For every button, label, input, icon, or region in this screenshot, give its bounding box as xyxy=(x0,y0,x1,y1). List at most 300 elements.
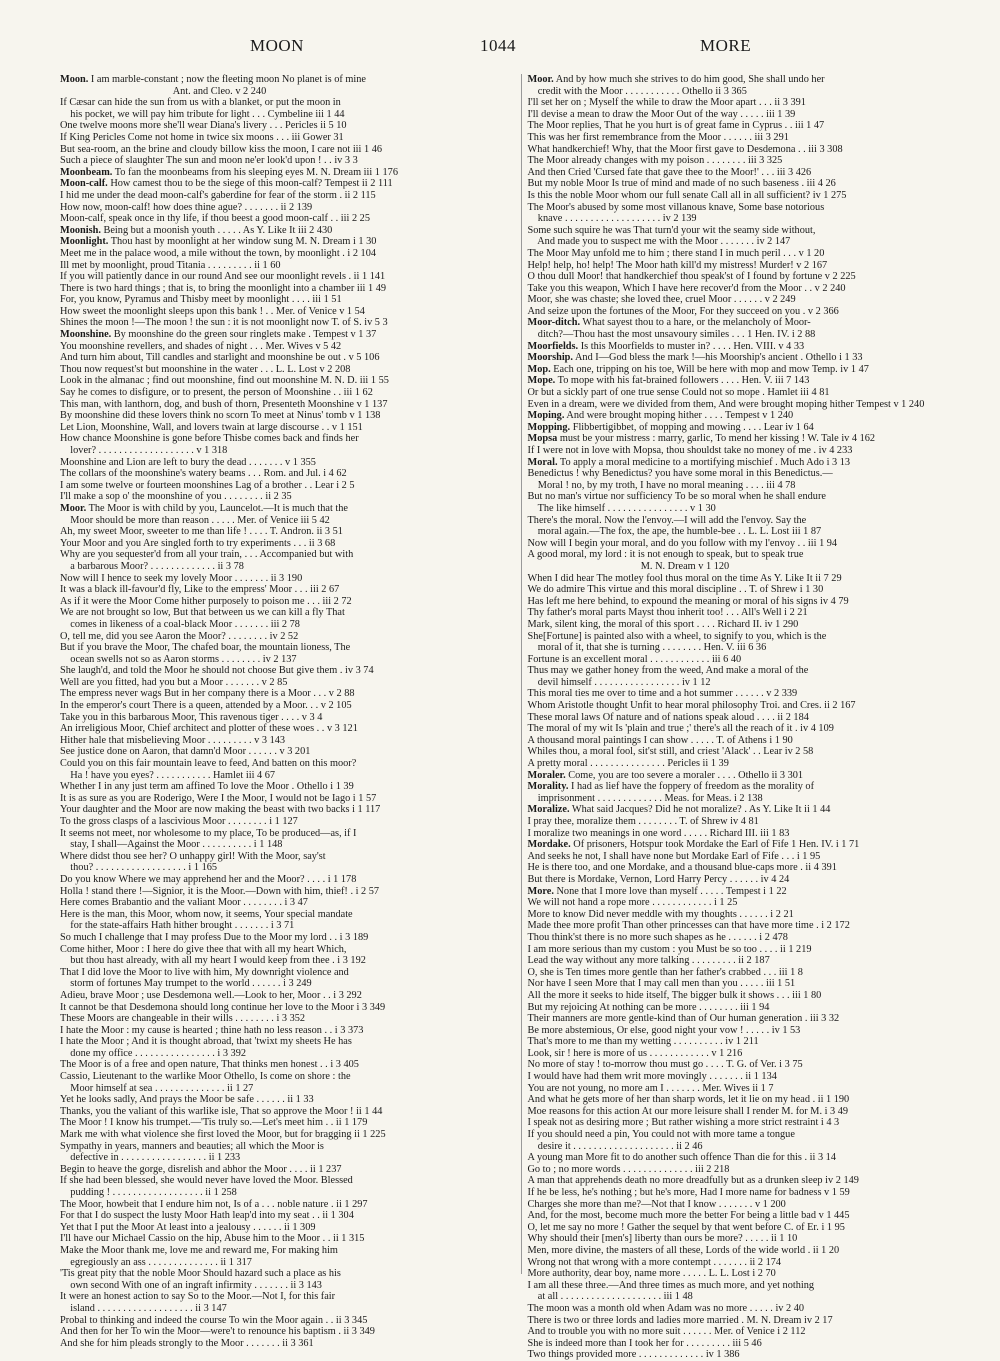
entry-text: The Moor ! I know his trumpet.—'Tis truly so.—Let's meet him . . ii 1 179 xyxy=(60,1117,368,1129)
entry-line xyxy=(60,619,511,631)
entry-text: Let Lion, Moonshine, Wall, and lovers twain at large discourse . . v 1 151 xyxy=(60,421,363,433)
entry-text: And seize upon the fortunes of the Moor, For they succeed on you . v 2 366 xyxy=(527,305,839,317)
entry-line xyxy=(528,144,973,156)
entry-line xyxy=(60,1222,511,1234)
entry-text: We do admire This virtue and this moral discipline . . T. of Shrew i 1 30 xyxy=(527,584,824,596)
entry-line xyxy=(528,1129,973,1141)
entry-line xyxy=(60,1152,511,1164)
entry-line xyxy=(60,1303,511,1315)
entry-text: Holla ! stand there !—Signior, it is the Moor.—Down with him, thief! . i 2 57 xyxy=(60,885,380,897)
entry-text: But no man's virtue nor sufficiency To be so moral when he shall endure xyxy=(527,491,826,503)
entry-text: We will not hand a rope more . . . . . . . . . . . . i 1 25 xyxy=(527,897,738,909)
entry-line xyxy=(528,1152,973,1164)
entry-line xyxy=(60,862,511,874)
entry-text: And she for him pleads strongly to the Moor . . . . . . . ii 3 361 xyxy=(60,1337,314,1349)
entry-line xyxy=(528,874,973,886)
entry-text: I hate the Moor : my cause is hearted ; thine hath no less reason . . i 3 373 xyxy=(60,1024,364,1036)
entry-line xyxy=(60,955,511,967)
entry-text: How camest thou to be the siege of this moon-calf? Tempest ii 2 111 xyxy=(107,178,393,190)
entry-text: A pretty moral . . . . . . . . . . . . . . . Pericles ii 1 39 xyxy=(527,758,729,770)
entry-text: It is as sure as you are Roderigo, Were I the Moor, I would not be Iago i 1 57 xyxy=(60,792,377,804)
entry-text: I am some twelve or fourteen moonshines Lag of a brother . . Lear i 2 5 xyxy=(60,479,355,491)
entry-line xyxy=(528,944,973,956)
entry-line xyxy=(60,515,511,527)
entry-text: O thou dull Moor! that handkerchief thou speak'st of I found by fortune v 2 225 xyxy=(527,271,856,283)
entry-text: Your Moor and you Are singled forth to try experiments . . . ii 3 68 xyxy=(60,537,336,549)
entry-text: There is two or three lords and ladies more married . M. N. Dream iv 2 17 xyxy=(527,1314,833,1326)
entry-text: Charges she more than me?—Not that I know . . . . . . . v 1 200 xyxy=(527,1198,786,1210)
entry-line xyxy=(60,561,511,573)
entry-text: Being but a moonish youth . . . . . As Y. Like It iii 2 430 xyxy=(100,224,333,236)
entry-text: island . . . . . . . . . . . . . . . . . . . ii 3 147 xyxy=(60,1302,227,1314)
entry-line xyxy=(60,1268,511,1280)
entry-line xyxy=(528,155,973,167)
entry-text: A good moral, my lord : it is not enough to speak, but to speak true xyxy=(527,549,804,561)
entry-text: thou? . . . . . . . . . . . . . . . . . . i 1 165 xyxy=(60,862,218,874)
entry-text: And turn him about, Till candles and starlight and moonshine be out . v 5 106 xyxy=(60,352,380,364)
entry-text: Nor have I seen More that I may call men than you . . . . . iii 1 51 xyxy=(527,978,796,990)
entry-text: For that I do suspect the lusty Moor Hath leap'd into my seat . . ii 1 304 xyxy=(60,1210,354,1222)
head-word: Mop. xyxy=(527,363,551,375)
entry-line xyxy=(60,155,511,167)
entry-text: Come, you are too severe a moraler . . . . Othello ii 3 301 xyxy=(565,769,804,781)
entry-line xyxy=(528,549,973,561)
entry-line xyxy=(528,1036,973,1048)
entry-text: Begin to heave the gorge, disrelish and abhor the Moor . . . . ii 1 237 xyxy=(60,1163,342,1175)
entry-line xyxy=(60,851,511,863)
head-word: Moorfields. xyxy=(527,340,579,352)
entry-line xyxy=(528,132,973,144)
entry-text: If I were not in love with Mopsa, thou shouldst take no money of me . iv 4 233 xyxy=(527,445,853,456)
entry-line xyxy=(528,1187,973,1199)
entry-line xyxy=(60,399,511,411)
entry-line xyxy=(60,1083,511,1095)
head-word: Moon-calf. xyxy=(60,178,108,190)
entry-line xyxy=(528,213,973,225)
entry-text: Moor should be more than reason . . . . . Mer. of Venice iii 5 42 xyxy=(60,514,330,526)
entry-text: If you will patiently dance in our round And see our moonlight revels . ii 1 141 xyxy=(60,271,386,283)
entry-text: Moonshine and Lion are left to bury the dead . . . . . . . v 1 355 xyxy=(60,456,316,468)
entry-line xyxy=(528,700,973,712)
head-word: Moonshine. xyxy=(60,329,112,341)
entry-line xyxy=(528,677,973,689)
entry-text: own second With one of an ingraft infirmity . . . . . . . ii 3 143 xyxy=(60,1279,322,1291)
entry-text: If he be less, he's nothing ; but he's more, Had I more name for badness v 1 59 xyxy=(527,1187,850,1198)
entry-text: Why are you sequester'd from all your train, . . . Accompanied but with xyxy=(60,549,354,561)
entry-line xyxy=(528,688,973,700)
entry-line xyxy=(528,1059,973,1071)
entry-text: To fan the moonbeams from his sleeping eyes M. N. Dream iii 1 176 xyxy=(112,166,398,178)
entry-text: Where didst thou see her? O unhappy girl! With the Moor, say'st xyxy=(60,850,326,862)
entry-line xyxy=(528,978,973,990)
entry-line xyxy=(60,1002,511,1014)
entry-line xyxy=(60,1291,511,1303)
entry-line xyxy=(528,1002,973,1014)
entry-line xyxy=(60,735,511,747)
entry-text: Thou hast by moonlight at her window sung M. N. Dream i 1 30 xyxy=(108,236,377,248)
entry-line xyxy=(60,793,511,805)
entry-line xyxy=(528,457,973,469)
entry-text: Each one, tripping on his toe, Will be here with mop and mow Temp. iv 1 47 xyxy=(550,363,869,375)
entry-text: The Moor May unfold me to him ; there stand I in much peril . . . v 1 20 xyxy=(527,247,825,259)
entry-line xyxy=(60,642,511,654)
entry-text: must be your mistress : marry, garlic, To mend her kissing ! W. Tale iv 4 162 xyxy=(557,433,876,445)
entry-line xyxy=(528,422,973,434)
entry-line xyxy=(528,1268,973,1280)
entry-line xyxy=(60,271,511,283)
entry-text: And made you to suspect me with the Moor . . . . . . . iv 2 147 xyxy=(527,236,791,248)
entry-text: Come hither, Moor : I here do give thee that with all my heart Which, xyxy=(60,943,347,955)
entry-line xyxy=(60,804,511,816)
entry-text: I hate the Moor ; And it is thought abroad, that 'twixt my sheets He has xyxy=(60,1036,352,1048)
entry-text: I am all these three.—And three times as much more, and yet nothing xyxy=(527,1279,815,1291)
entry-line xyxy=(528,480,973,492)
entry-text: She laugh'd, and told the Moor he should not choose But give them . iv 3 74 xyxy=(60,665,374,677)
entry-line xyxy=(60,944,511,956)
entry-text: I'll set her on ; Myself the while to draw the Moor apart . . . ii 3 391 xyxy=(527,97,806,109)
entry-text: None that I more love than myself . . . . . Tempest i 1 22 xyxy=(553,885,787,897)
entry-line xyxy=(528,468,973,480)
entry-text: Hither hale that misbelieving Moor . . . . . . . . . v 3 143 xyxy=(60,734,286,746)
entry-line xyxy=(528,317,973,329)
entry-line xyxy=(528,225,973,237)
entry-text: And seeks he not, I shall have none but Mordake Earl of Fife . . . i 1 95 xyxy=(527,850,821,862)
entry-line xyxy=(60,596,511,608)
entry-text: Do you know Where we may apprehend her and the Moor? . . . . i 1 178 xyxy=(60,873,357,885)
entry-text: See justice done on Aaron, that damn'd Moor . . . . . . v 3 201 xyxy=(60,746,311,758)
entry-line xyxy=(60,410,511,422)
entry-line xyxy=(60,1233,511,1245)
entry-line xyxy=(528,1199,973,1211)
entry-line xyxy=(60,225,511,237)
entry-line xyxy=(528,1291,973,1303)
entry-line xyxy=(528,1245,973,1257)
entry-line xyxy=(60,932,511,944)
entry-text: Lead the way without any more talking . . . . . . . . . ii 2 187 xyxy=(527,955,770,967)
entry-line xyxy=(528,515,973,527)
entry-line xyxy=(60,468,511,480)
entry-line xyxy=(528,97,973,109)
entry-line xyxy=(528,375,973,387)
head-word: More. xyxy=(527,885,554,897)
entry-text: Whiles thou, a moral fool, sit'st still, and criest 'Alack' . . Lear iv 2 58 xyxy=(527,746,814,758)
entry-text: She[Fortune] is painted also with a wheel, to signify to you, which is the xyxy=(527,630,827,642)
entry-line xyxy=(528,781,973,793)
entry-line xyxy=(60,248,511,260)
entry-text: And I—God bless the mark !—his Moorship's ancient . Othello i 1 33 xyxy=(572,352,863,364)
entry-text: It cannot be that Desdemona should long continue her love to the Moor i 3 349 xyxy=(60,1001,386,1013)
entry-line xyxy=(60,1141,511,1153)
entry-text: Here is the man, this Moor, whom now, it seems, Your special mandate xyxy=(60,908,353,920)
entry-text: a barbarous Moor? . . . . . . . . . . . . . ii 3 78 xyxy=(60,560,244,572)
entry-line xyxy=(528,1048,973,1060)
head-word: Moping. xyxy=(527,410,565,422)
head-word: Moor. xyxy=(527,74,554,85)
entry-text: It seems not meet, nor wholesome to my place, To be produced—as, if I xyxy=(60,827,357,839)
entry-text: I'll devise a mean to draw the Moor Out of the way . . . . . iii 1 39 xyxy=(527,108,796,120)
entry-text: Be more abstemious, Or else, good night your vow ! . . . . . iv 1 53 xyxy=(527,1024,801,1036)
entry-text: Such a piece of slaughter The sun and moon ne'er look'd upon ! . . iv 3 3 xyxy=(60,155,358,167)
head-word: Moon. xyxy=(60,74,89,85)
head-word: Moonbeam. xyxy=(60,166,113,178)
entry-line xyxy=(60,1245,511,1257)
entry-text: I am more serious than my custom : you Must be so too . . . . ii 1 219 xyxy=(527,943,812,955)
entry-text: How now, moon-calf! how does thine ague? . . . . . . . ii 2 139 xyxy=(60,201,313,213)
entry-text: Is this Moorfields to muster in? . . . . Hen. VIII. v 4 33 xyxy=(578,340,805,352)
entry-line xyxy=(528,1210,973,1222)
entry-line xyxy=(528,932,973,944)
entry-text: All the more it seeks to hide itself, The bigger bulk it shows . . . iii 1 80 xyxy=(527,989,822,1001)
entry-text: Yet that I put the Moor At least into a jealousy . . . . . . ii 1 309 xyxy=(60,1221,316,1233)
entry-line xyxy=(528,955,973,967)
entry-line xyxy=(528,1349,973,1361)
entry-text: You are not young, no more am I . . . . . . . Mer. Wives ii 1 7 xyxy=(527,1082,774,1094)
entry-line xyxy=(528,410,973,422)
entry-text: Help! help, ho! help! The Moor hath kill'd my mistress! Murder! v 2 167 xyxy=(527,259,828,271)
entry-text: O, she is Ten times more gentle than her father's crabbed . . . iii 1 8 xyxy=(527,966,803,978)
entry-text: For, you know, Pyramus and Thisby meet by moonlight . . . . iii 1 51 xyxy=(60,294,342,306)
entry-text: And to trouble you with no more suit . . . . . . Mer. of Venice i 2 112 xyxy=(527,1326,806,1338)
entry-line xyxy=(528,573,973,585)
entry-line xyxy=(60,144,511,156)
entry-line xyxy=(60,654,511,666)
entry-line xyxy=(60,828,511,840)
entry-line xyxy=(60,306,511,318)
entry-text: egregiously an ass . . . . . . . . . . . . . . ii 1 317 xyxy=(60,1256,252,1268)
entry-text: The like himself . . . . . . . . . . . . . . . . v 1 30 xyxy=(527,502,716,514)
entry-line xyxy=(60,341,511,353)
entry-text: O, let me say no more ! Gather the sequel by that went before C. of Er. i 1 95 xyxy=(527,1221,845,1233)
entry-line xyxy=(60,120,511,132)
entry-text: There's the moral. Now the l'envoy.—I will add the l'envoy. Say the xyxy=(527,514,807,526)
entry-text: But there is Mordake, Vernon, Lord Harry Percy . . . . . . iv 4 24 xyxy=(527,873,790,885)
entry-text: Sympathy in years, manners and beauties; all which the Moor is xyxy=(60,1140,324,1152)
entry-text: To apply a moral medicine to a mortifying mischief . Much Ado i 3 13 xyxy=(557,456,851,468)
entry-line xyxy=(60,202,511,214)
entry-line xyxy=(60,86,511,98)
entry-line xyxy=(528,352,973,364)
entry-line xyxy=(528,897,973,909)
entry-line xyxy=(528,642,973,654)
entry-text: And by how much she strives to do him good, She shall undo her xyxy=(553,74,825,85)
entry-line xyxy=(528,770,973,782)
entry-line xyxy=(60,213,511,225)
entry-text: Here comes Brabantio and the valiant Moor . . . . . . . . i 3 47 xyxy=(60,897,308,909)
entry-line xyxy=(528,1257,973,1269)
entry-text: I pray thee, moralize them . . . . . . . . T. of Shrew iv 4 81 xyxy=(527,816,759,827)
entry-text: The collars of the moonshine's watery beams . . . Rom. and Jul. i 4 62 xyxy=(60,468,347,480)
entry-line xyxy=(528,387,973,399)
entry-text: imprisonment . . . . . . . . . . . . . Meas. for Meas. i 2 138 xyxy=(527,792,763,804)
entry-line xyxy=(60,74,511,86)
entry-line xyxy=(528,341,973,353)
entry-text: Wrong not that wrong with a more contempt . . . . . . . ii 2 174 xyxy=(527,1256,782,1268)
head-word: Mordake. xyxy=(527,839,571,851)
entry-line xyxy=(60,109,511,121)
entry-line xyxy=(528,886,973,898)
entry-text: his pocket, we will pay him tribute for light . . . Cymbeline iii 1 44 xyxy=(60,108,345,120)
entry-line xyxy=(60,1164,511,1176)
entry-line xyxy=(528,202,973,214)
entry-text: Is this the noble Moor whom our full senate Call all in all sufficient? iv 1 275 xyxy=(527,189,847,201)
entry-text: Mark me with what violence she first loved the Moor, but for bragging ii 1 225 xyxy=(60,1129,386,1141)
entry-text: If Cæsar can hide the sun from us with a blanket, or put the moon in xyxy=(60,97,341,109)
entry-text: Meet me in the palace wood, a mile without the town, by moonlight . i 2 104 xyxy=(60,247,377,259)
entry-text: Go to ; no more words . . . . . . . . . . . . . . iii 2 218 xyxy=(527,1163,730,1175)
entry-line xyxy=(60,758,511,770)
entry-text: Cassio, Lieutenant to the warlike Moor Othello, Is come on shore : the xyxy=(60,1071,351,1083)
entry-text: I speak not as desiring more ; But rather wishing a more strict restraint i 4 3 xyxy=(527,1117,840,1129)
entry-line xyxy=(528,654,973,666)
entry-line xyxy=(528,271,973,283)
entry-text: And were brought moping hither . . . . Tempest v 1 240 xyxy=(564,410,794,422)
entry-text: Probal to thinking and indeed the course To win the Moor again . . ii 3 345 xyxy=(60,1314,368,1326)
entry-line xyxy=(60,317,511,329)
entry-text: devil himself . . . . . . . . . . . . . . . . . iv 1 12 xyxy=(527,676,711,688)
entry-line xyxy=(528,607,973,619)
entry-text: I'll make a sop o' the moonshine of you . . . . . . . . ii 2 35 xyxy=(60,491,292,503)
entry-text: ocean swells not so as Aaron storms . . . . . . . . iv 2 137 xyxy=(60,653,297,665)
entry-text: The Moor already changes with my poison . . . . . . . . iii 3 325 xyxy=(527,155,783,167)
entry-text: Whether I in any just term am affined To love the Moor . Othello i 1 39 xyxy=(60,781,354,793)
entry-text: It were an honest action to say So to the Moor.—Not I, for this fair xyxy=(60,1291,336,1303)
entry-text: And, for the most, become much more the better For being a little bad v 1 445 xyxy=(527,1210,850,1222)
entry-line xyxy=(60,190,511,202)
entry-line xyxy=(60,816,511,828)
entry-text: What sayest thou to a hare, or the melancholy of Moor- xyxy=(580,317,811,329)
entry-text: We are not brought so low, But that between us we can kill a fly That xyxy=(60,607,345,619)
entry-text: Moral ! no, by my troth, I have no moral meaning . . . . iii 4 78 xyxy=(527,479,796,491)
entry-text: Moe reasons for this action At our more leisure shall I render M. for M. i 3 49 xyxy=(527,1105,849,1117)
entry-line xyxy=(60,781,511,793)
entry-line xyxy=(528,190,973,202)
entry-line xyxy=(60,1210,511,1222)
entry-text: These Moors are changeable in their wills . . . . . . . . i 3 352 xyxy=(60,1013,306,1025)
entry-text: Benedictus ! why Benedictus? you have some moral in this Benedictus.— xyxy=(527,468,833,480)
entry-text: pudding ! . . . . . . . . . . . . . . . . . . ii 1 258 xyxy=(60,1187,237,1198)
entry-line xyxy=(528,1071,973,1083)
entry-line xyxy=(528,1233,973,1245)
entry-line xyxy=(60,294,511,306)
entry-line xyxy=(528,712,973,724)
entry-line xyxy=(60,1280,511,1292)
entry-line xyxy=(60,909,511,921)
head-word: Moor-ditch. xyxy=(527,317,581,329)
entry-text: Their manners are more gentle-kind than of Our human generation . iii 3 32 xyxy=(527,1013,840,1025)
entry-line xyxy=(60,97,511,109)
entry-text: knave . . . . . . . . . . . . . . . . . . . iv 2 139 xyxy=(527,213,697,225)
entry-line xyxy=(528,86,973,98)
head-word: Moonlight. xyxy=(60,236,109,248)
head-word: Morality. xyxy=(527,781,569,793)
entry-text: stay, I shall—Against the Moor . . . . . . . . . . i 1 148 xyxy=(60,839,283,851)
entry-line xyxy=(528,329,973,341)
entry-text: The empress never wags But in her company there is a Moor . . . v 2 88 xyxy=(60,688,355,700)
entry-text: He is there too, and one Mordake, and a thousand blue-caps more . ii 4 391 xyxy=(527,862,837,874)
entry-text: lover? . . . . . . . . . . . . . . . . . . . v 1 318 xyxy=(60,445,228,456)
entry-text: Mark, silent king, the moral of this sport . . . . Richard II. iv 1 290 xyxy=(527,618,799,630)
entry-text: Thou now request'st but moonshine in the water . . . L. L. Lost v 2 208 xyxy=(60,363,351,375)
entry-line xyxy=(528,364,973,376)
entry-line xyxy=(60,260,511,272)
entry-text: done my office . . . . . . . . . . . . . . . . i 3 392 xyxy=(60,1047,246,1059)
entry-text: Say he comes to disfigure, or to present, the person of Moonshine . . iii 1 62 xyxy=(60,387,373,399)
entry-line xyxy=(528,1315,973,1327)
entry-line xyxy=(60,445,511,457)
entry-text: Moor, she was chaste; she loved thee, cruel Moor . . . . . . v 2 249 xyxy=(527,294,796,306)
entry-text: Now will I hence to seek my lovely Moor . . . . . . . ii 3 190 xyxy=(60,572,303,584)
entry-text: Adieu, brave Moor ; use Desdemona well.—Look to her, Moor . . i 3 292 xyxy=(60,989,362,1001)
entry-text: But if you brave the Moor, The chafed boar, the mountain lioness, The xyxy=(60,642,351,654)
entry-text: But sea-room, an the brine and cloudy billow kiss the moon, I care not iii 1 46 xyxy=(60,143,382,155)
entry-text: Thanks, you the valiant of this warlike isle, That so approve the Moor ! ii 1 44 xyxy=(60,1105,383,1117)
entry-line xyxy=(60,283,511,295)
entry-text: Or but a sickly part of one true sense Could not so mope . Hamlet iii 4 81 xyxy=(527,387,830,399)
entry-line xyxy=(60,723,511,735)
entry-line xyxy=(528,283,973,295)
head-word: Moralize. xyxy=(527,804,570,816)
entry-text: I would have had them writ more movingly . . . . . . . ii 1 134 xyxy=(527,1071,777,1083)
entry-line xyxy=(528,294,973,306)
page-header xyxy=(60,36,940,62)
entry-line xyxy=(60,677,511,689)
entry-text: And then Cried 'Cursed fate that gave thee to the Moor!' . . . iii 3 426 xyxy=(527,166,812,178)
entry-text: That's more to me than my wetting . . . . . . . . . . iv 1 211 xyxy=(527,1036,759,1048)
entry-line xyxy=(528,665,973,677)
entry-text: The Moor's abused by some most villanous knave, Some base notorious xyxy=(527,201,825,213)
entry-line xyxy=(60,1326,511,1338)
entry-text: The Moor replies, That he you hurt is of great fame in Cyprus . . iii 1 47 xyxy=(527,120,825,132)
entry-text: storm of fortunes May trumpet to the world . . . . . . i 3 249 xyxy=(60,978,312,990)
entry-text: What said Jacques? Did he not moralize? . As Y. Like It ii 1 44 xyxy=(569,804,831,816)
entry-text: credit with the Moor . . . . . . . . . . . Othello ii 3 365 xyxy=(527,85,747,97)
entry-text: If you should need a pin, You could not with more tame a tongue xyxy=(527,1129,795,1141)
entry-line xyxy=(528,433,973,445)
entry-line xyxy=(528,851,973,863)
entry-line xyxy=(528,816,973,828)
entry-text: I moralize two meanings in one word . . . . . Richard III. iii 1 83 xyxy=(527,827,790,839)
entry-line xyxy=(60,1025,511,1037)
entry-line xyxy=(60,712,511,724)
entry-line xyxy=(528,491,973,503)
entry-text: 'Tis great pity that the noble Moor Should hazard such a place as his xyxy=(60,1268,341,1280)
entry-text: O, tell me, did you see Aaron the Moor? . . . . . . . . iv 2 52 xyxy=(60,630,299,642)
entry-text: Ha ! have you eyes? . . . . . . . . . . . Hamlet iii 4 67 xyxy=(60,769,276,781)
entry-text: Now will I begin your moral, and do you follow with my l'envoy . . iii 1 94 xyxy=(527,537,838,549)
entry-line xyxy=(528,538,973,550)
entry-line xyxy=(528,967,973,979)
entry-text: Make the Moor thank me, love me and reward me, For making him xyxy=(60,1244,338,1256)
entry-text: By moonshine do the green sour ringlets make . Tempest v 1 37 xyxy=(111,329,377,341)
entry-line xyxy=(528,1303,973,1315)
entry-text: but thou hast already, with all my heart I would keep from thee . i 3 192 xyxy=(60,955,366,967)
entry-line xyxy=(60,1094,511,1106)
entry-line xyxy=(528,596,973,608)
entry-line xyxy=(60,1199,511,1211)
entry-text: ditch?—Thou hast the most unsavoury similes . . . 1 Hen. IV. i 2 88 xyxy=(527,329,816,341)
entry-line xyxy=(528,828,973,840)
entry-line xyxy=(60,236,511,248)
entry-line xyxy=(528,1326,973,1338)
entry-line xyxy=(60,1257,511,1269)
entry-text: Has left me here behind, to expound the meaning or moral of his signs iv 4 79 xyxy=(527,595,849,607)
entry-text: at all . . . . . . . . . . . . . . . . . . . . iii 1 48 xyxy=(527,1291,693,1303)
entry-line xyxy=(60,549,511,561)
entry-line xyxy=(528,1106,973,1118)
entry-line xyxy=(528,1338,973,1350)
entry-text: M. N. Dream v 1 120 xyxy=(527,560,730,572)
header-right-word: MORE xyxy=(700,36,752,55)
